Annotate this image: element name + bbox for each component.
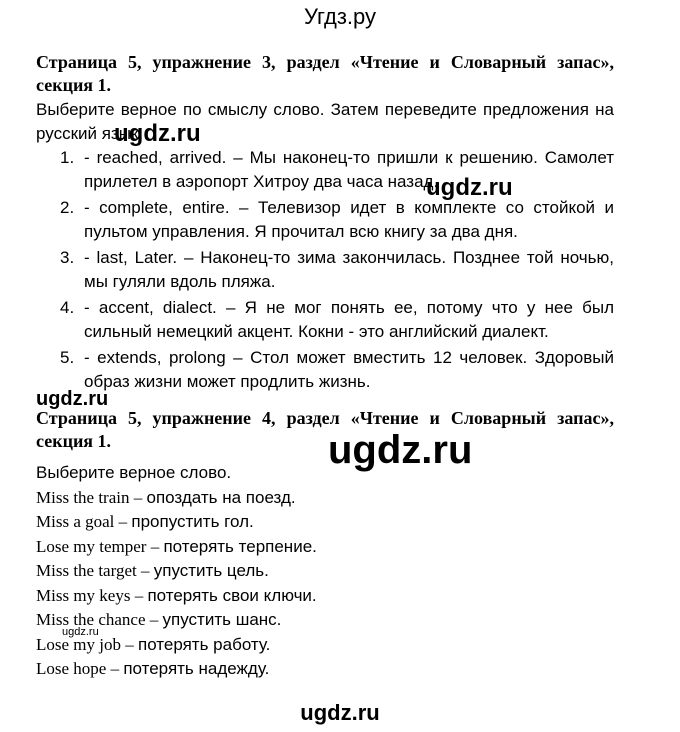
phrase-en: Miss the chance [36, 610, 146, 629]
phrase-ru: упустить шанс. [162, 610, 282, 629]
phrase-en: Miss a goal [36, 512, 115, 531]
watermark: ugdz.ru [328, 428, 473, 472]
list-item [36, 296, 614, 344]
item-text: - accent, dialect. – Я не мог понять ее, потому что у нее был сильный немецкий акцент. Кокни - это английский диалект. [84, 298, 614, 341]
phrase-en: Miss my keys [36, 585, 131, 605]
phrase-sep: – [121, 634, 138, 654]
section-1-heading: Страница 5, упражнение 3, раздел «Чтение и Словарный запас», секция 1. [36, 52, 614, 95]
exercise-3-list [36, 146, 614, 396]
phrase-ru: опоздать на поезд. [146, 487, 296, 507]
watermark: ugdz.ru [62, 626, 99, 638]
phrase-en: Lose my job [36, 634, 121, 654]
phrase-ru: потерять работу. [138, 634, 271, 654]
phrase-line [36, 559, 614, 584]
list-item [36, 196, 614, 244]
item-text: - last, Later. – Наконец-то зима закончилась. Позднее той ночью, мы гуляли вдоль пляжа. [84, 248, 614, 291]
phrase-sep: – [136, 561, 154, 580]
exercise-4-lines [36, 461, 614, 682]
phrase-line [36, 535, 614, 560]
item-number: 1. [60, 148, 75, 167]
phrase-sep: – [106, 659, 124, 678]
phrase-sep: – [129, 487, 147, 507]
phrase-line [36, 657, 614, 682]
watermark: ugdz.ru [36, 388, 109, 410]
phrase-ru: упустить цель. [153, 561, 269, 580]
phrase-en: Miss the train [36, 487, 130, 507]
section-2-instructions: Выберите верное слово. [36, 463, 232, 482]
list-item [36, 246, 614, 294]
phrase-line [36, 510, 614, 535]
phrase-sep: – [146, 536, 164, 556]
site-title: Угдз.ру [303, 4, 377, 29]
watermark: ugdz.ru [114, 120, 201, 147]
item-text: - extends, prolong – Стол может вместить 12 человек. Здоровый образ жизни может продлить жизнь. [84, 348, 614, 391]
phrase-sep: – [145, 610, 163, 629]
phrase-ru: потерять терпение. [163, 536, 317, 556]
list-item [36, 146, 614, 194]
phrase-en: Miss the target [36, 561, 137, 580]
watermark: ugdz.ru [426, 174, 513, 201]
watermark: ugdz.ru [300, 700, 380, 725]
item-text: - complete, entire. – Телевизор идет в комплекте со стойкой и пультом управления. Я прочитал всю книгу за два дня. [84, 198, 614, 241]
item-number: 2. [60, 198, 75, 217]
item-number: 3. [60, 248, 75, 267]
phrase-en: Lose hope [36, 659, 107, 678]
phrase-line [36, 608, 614, 633]
phrase-ru: пропустить гол. [131, 512, 254, 531]
phrase-en: Lose my temper [36, 536, 147, 556]
phrase-line [36, 486, 614, 511]
item-number: 5. [60, 348, 75, 367]
item-text: - reached, arrived. – Мы наконец-то пришли к решению. Самолет прилетел в аэропорт Хитроу два часа назад. [84, 148, 614, 191]
phrase-ru: потерять свои ключи. [147, 585, 317, 605]
phrase-sep: – [114, 512, 132, 531]
phrase-line [36, 584, 614, 609]
item-number: 4. [60, 298, 75, 317]
list-item [36, 346, 614, 394]
section-2-heading: Страница 5, упражнение 4, раздел «Чтение и Словарный запас», секция 1. [36, 408, 614, 451]
section-1-instructions: Выберите верное по смыслу слово. Затем переведите предложения на русский язык. [36, 100, 614, 143]
phrase-line [36, 633, 614, 658]
phrase-ru: потерять надежду. [123, 659, 270, 678]
phrase-sep: – [130, 585, 148, 605]
